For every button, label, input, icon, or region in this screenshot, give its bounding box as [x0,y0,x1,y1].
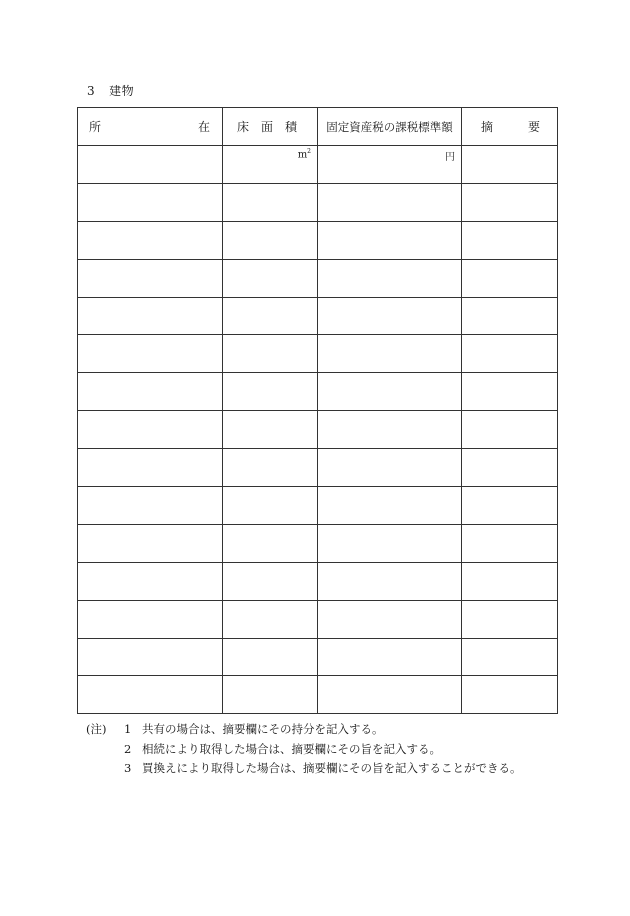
notes-label: (注) [86,722,107,736]
remarks-cell[interactable] [462,297,558,335]
note-text: 買換えにより取得した場合は、摘要欄にその旨を記入することができる。 [142,761,522,775]
location-cell[interactable] [78,297,223,335]
table-row [78,297,558,335]
floor-area-cell[interactable] [223,638,318,676]
table-row [78,600,558,638]
header-remarks [462,108,558,146]
table-row [78,449,558,487]
tax-base-cell[interactable] [318,600,462,638]
tax-base-cell[interactable] [318,449,462,487]
location-cell[interactable] [78,146,223,184]
note-item [86,740,522,760]
floor-area-cell[interactable] [223,449,318,487]
location-cell[interactable] [78,676,223,714]
floor-area-cell[interactable] [223,524,318,562]
tax-base-cell[interactable] [318,221,462,259]
header-remarks-right: 要 [527,120,540,134]
location-cell[interactable] [78,373,223,411]
table-row [78,183,558,221]
remarks-cell[interactable] [462,676,558,714]
table-row [78,638,558,676]
header-tax-base [318,108,462,146]
tax-base-cell[interactable] [318,146,462,184]
location-cell[interactable] [78,449,223,487]
floor-area-cell[interactable] [223,600,318,638]
remarks-cell[interactable] [462,335,558,373]
remarks-cell[interactable] [462,524,558,562]
remarks-cell[interactable] [462,146,558,184]
table-row [78,373,558,411]
building-table [77,107,558,714]
table-row [78,411,558,449]
notes-section [86,720,522,779]
tax-base-cell[interactable] [318,676,462,714]
remarks-cell[interactable] [462,221,558,259]
tax-base-cell[interactable] [318,411,462,449]
note-number: 2 [124,741,132,756]
tax-base-cell[interactable] [318,487,462,525]
table-row [78,259,558,297]
note-number: 1 [124,722,132,736]
floor-area-cell[interactable] [223,297,318,335]
tax-base-cell[interactable] [318,524,462,562]
section-title: 建物 [109,84,135,98]
tax-base-cell[interactable] [318,335,462,373]
header-location-right: 在 [197,120,210,134]
area-unit: $m^2$ [297,148,311,161]
location-cell[interactable] [78,487,223,525]
note-text: 共有の場合は、摘要欄にその持分を記入する。 [142,722,384,736]
floor-area-cell[interactable] [223,411,318,449]
location-cell[interactable] [78,335,223,373]
tax-base-cell[interactable] [318,373,462,411]
section-heading [87,82,134,99]
remarks-cell[interactable] [462,183,558,221]
floor-area-cell[interactable] [223,487,318,525]
remarks-cell[interactable] [462,638,558,676]
location-cell[interactable] [78,259,223,297]
tax-base-cell[interactable] [318,638,462,676]
floor-area-cell[interactable] [223,676,318,714]
header-remarks-left: 摘 [481,120,494,134]
remarks-cell[interactable] [462,373,558,411]
tax-base-cell[interactable] [318,183,462,221]
note-text: 相続により取得した場合は、摘要欄にその旨を記入する。 [142,741,441,756]
floor-area-cell[interactable] [223,259,318,297]
table-row [78,335,558,373]
floor-area-cell[interactable] [223,562,318,600]
location-cell[interactable] [78,221,223,259]
floor-area-cell[interactable] [223,373,318,411]
header-location-left: 所 [89,120,102,134]
header-tax-base-label: 固定資産税の課税標準額 [326,119,453,134]
table-row [78,221,558,259]
remarks-cell[interactable] [462,600,558,638]
table-header-row [78,108,558,146]
location-cell[interactable] [78,600,223,638]
note-item [86,720,522,740]
section-number: 3 [87,84,96,98]
remarks-cell[interactable] [462,411,558,449]
location-cell[interactable] [78,524,223,562]
table-row [78,524,558,562]
location-cell[interactable] [78,411,223,449]
location-cell[interactable] [78,562,223,600]
table-row [78,487,558,525]
location-cell[interactable] [78,183,223,221]
tax-base-cell[interactable] [318,259,462,297]
header-floor-area [223,108,318,146]
remarks-cell[interactable] [462,449,558,487]
location-cell[interactable] [78,638,223,676]
remarks-cell[interactable] [462,562,558,600]
floor-area-cell[interactable] [223,146,318,184]
floor-area-cell[interactable] [223,183,318,221]
floor-area-cell[interactable] [223,335,318,373]
note-item [86,759,522,779]
note-number: 3 [124,761,132,775]
table-row [78,562,558,600]
tax-base-cell[interactable] [318,562,462,600]
header-location [78,108,223,146]
remarks-cell[interactable] [462,487,558,525]
floor-area-cell[interactable] [223,221,318,259]
tax-base-cell[interactable] [318,297,462,335]
header-floor-area-label: 床面積 [237,120,310,134]
table-row [78,676,558,714]
currency-unit: 円 [445,152,455,163]
remarks-cell[interactable] [462,259,558,297]
table-row [78,146,558,184]
